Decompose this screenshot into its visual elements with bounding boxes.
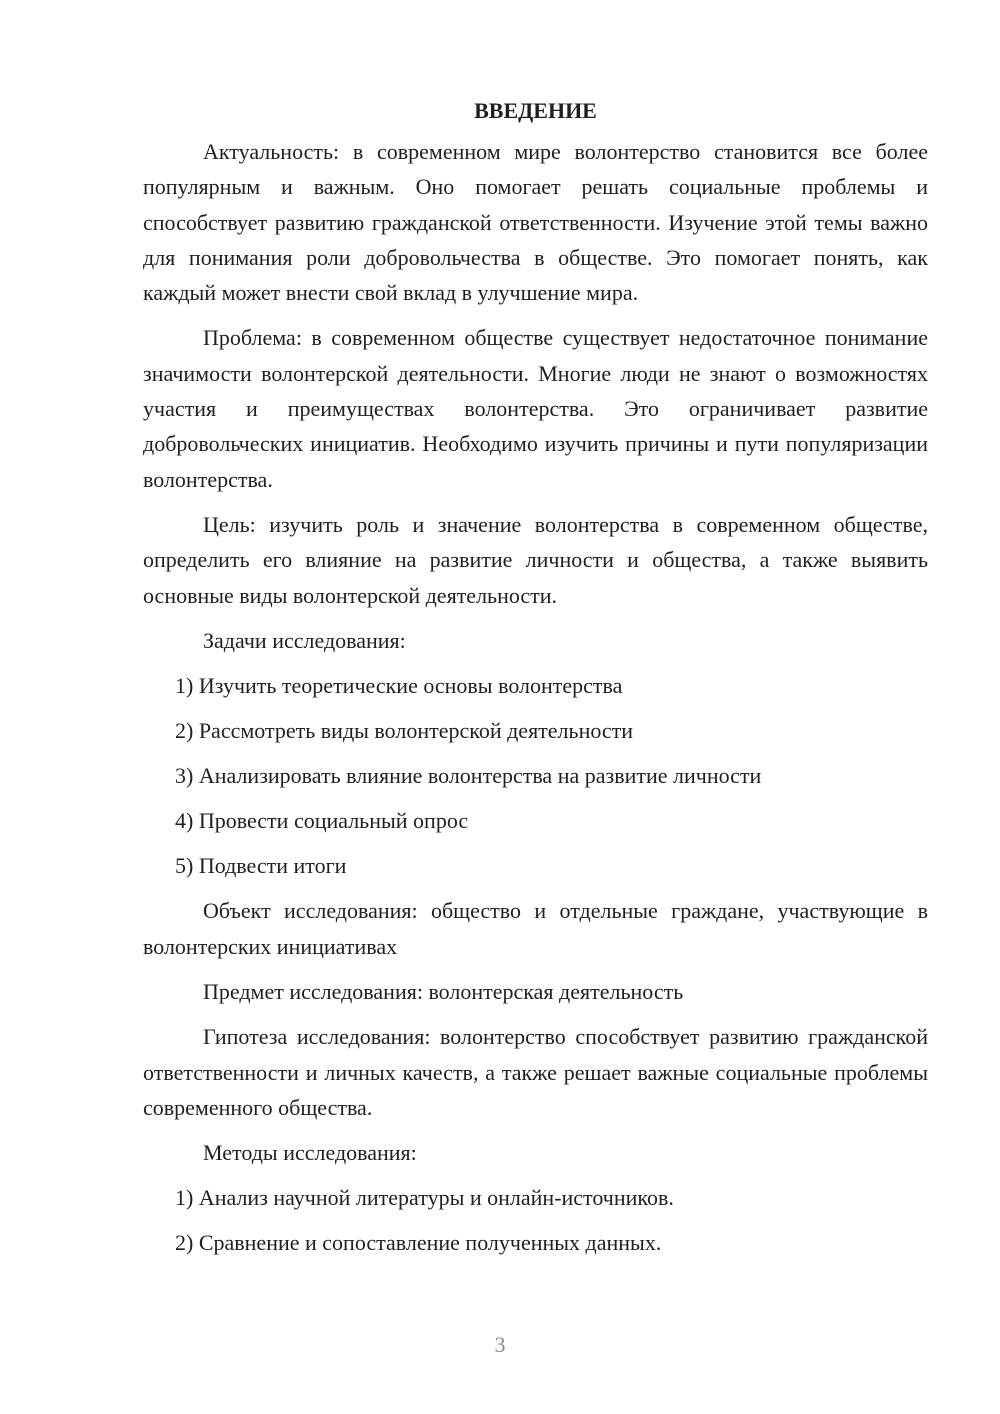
method-item-2: 2) Сравнение и сопоставление полученных данных. bbox=[175, 1230, 662, 1256]
hypothesis-paragraph: Гипотеза исследования: волонтерство способствует развитию гражданской ответственности и личных качеств, а также решает важные социальные проблемы современного общества. bbox=[143, 1024, 928, 1120]
task-item-3: 3) Анализировать влияние волонтерства на развитие личности bbox=[175, 763, 762, 789]
page-number: 3 bbox=[494, 1332, 506, 1357]
subject-paragraph: Предмет исследования: волонтерская деятельность bbox=[203, 979, 684, 1005]
goal-paragraph: Цель: изучить роль и значение волонтерства в современном обществе, определить его влияние на развитие личности и общества, а также выявить основные виды волонтерской деятельности. bbox=[143, 511, 928, 608]
relevance-paragraph: Актуальность: в современном мире волонтерство становится все более популярным и важным. Оно помогает решать социальные проблемы и способствует развитию гражданской ответственности. Изучение этой темы важно для понимания роли добровольчества в обществе. Это помогает понять, как каждый может внести свой вклад в улучшение мира. bbox=[143, 139, 928, 306]
task-item-2: 2) Рассмотреть виды волонтерской деятельности bbox=[175, 718, 634, 744]
problem-paragraph: Проблема: в современном обществе существует недостаточное понимание значимости волонтерской деятельности. Многие люди не знают о возможностях участия и преимуществах волонтерства. Это ограничивает развитие добровольческих инициатив. Необходимо изучить причины и пути популяризации волонтерства. bbox=[143, 325, 928, 492]
task-item-5: 5) Подвести итоги bbox=[175, 853, 347, 879]
tasks-heading: Задачи исследования: bbox=[203, 627, 406, 653]
object-paragraph: Объект исследования: общество и отдельные граждане, участвующие в волонтерских инициативах bbox=[143, 898, 928, 959]
page-body bbox=[143, 93, 928, 1261]
page-title: ВВЕДЕНИЕ bbox=[474, 98, 597, 123]
methods-heading: Методы исследования: bbox=[203, 1140, 417, 1166]
task-item-1: 1) Изучить теоретические основы волонтерства bbox=[175, 672, 623, 698]
method-item-1: 1) Анализ научной литературы и онлайн-источников. bbox=[175, 1185, 674, 1211]
task-item-4: 4) Провести социальный опрос bbox=[175, 808, 469, 834]
